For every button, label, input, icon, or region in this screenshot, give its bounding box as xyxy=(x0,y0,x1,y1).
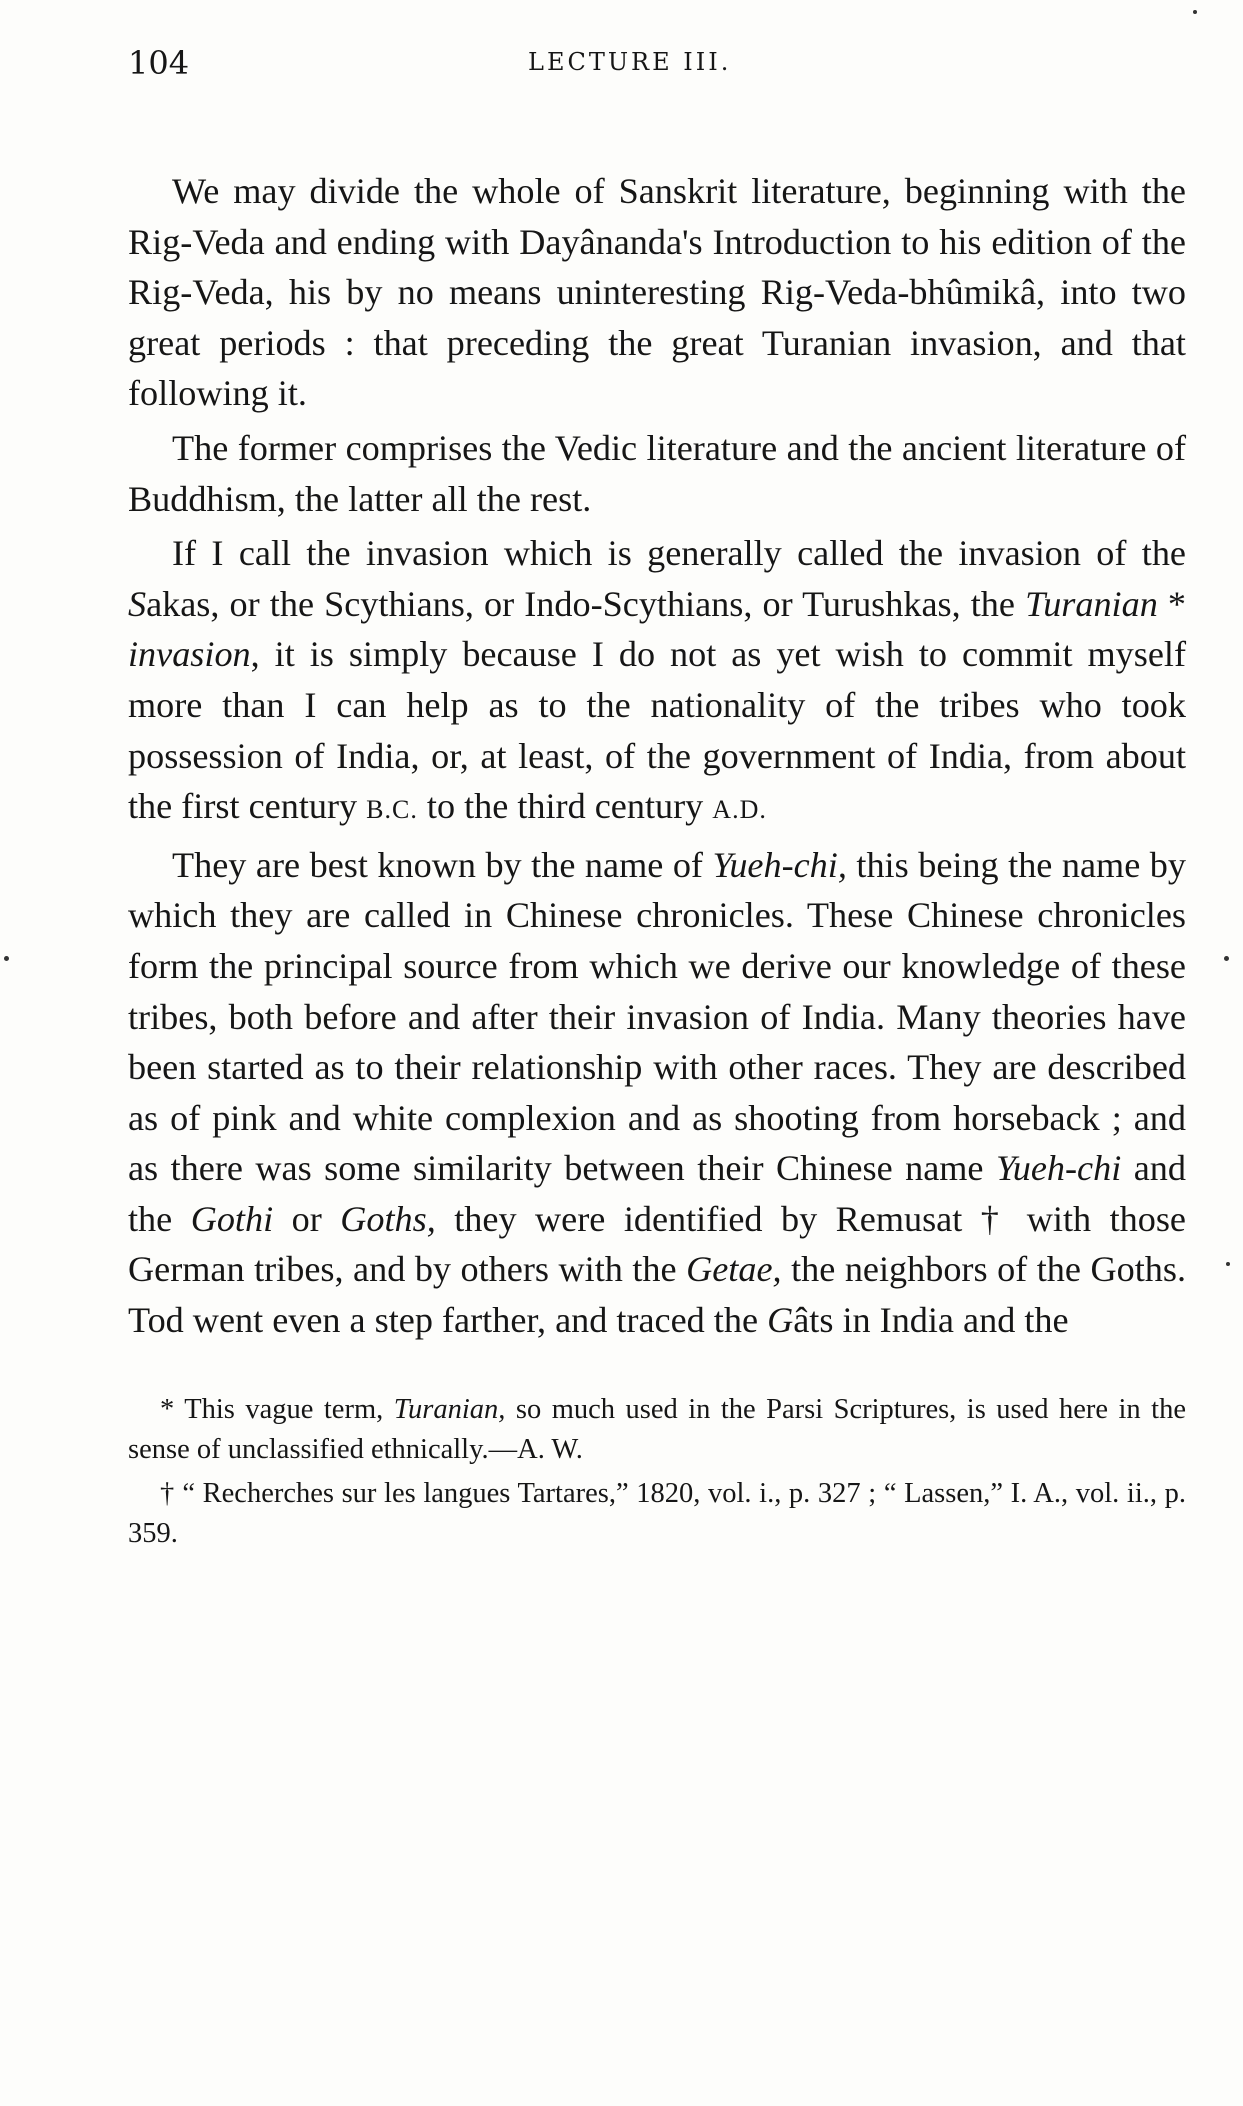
italic-term: Gothi xyxy=(190,1198,274,1239)
paragraph-4 xyxy=(128,840,1186,1346)
text-run: If I call the invasion which is generally called the invasion of the xyxy=(172,533,1186,574)
text-run: the neighbors of the Goths. Tod went even a step farther, and traced the xyxy=(128,1249,1186,1341)
italic-term: invasion xyxy=(128,634,251,675)
text-run: this being the name by which they are called in Chinese chronicles. These Chinese chronicles form the principal source from which we derive our knowledge of these tribes, both before and after their invasion of India. Many theories have been started as to their relationship with other races. They are described as of pink and white complexion and as shooting from horseback ; and as there was some similarity between their Chinese name xyxy=(128,844,1186,1189)
scan-speck xyxy=(1224,956,1229,961)
italic-term: Getae, xyxy=(686,1249,782,1290)
text-run: akas, or the Scythians, or Indo-Scythians, or Turushkas, the xyxy=(146,583,1026,624)
italic-term: Yueh-chi xyxy=(995,1148,1122,1189)
italic-term: Turanian xyxy=(1025,583,1158,624)
text-run: so much used in the Parsi Scriptures, is used here in the sense of unclassified ethnically.—A. W. xyxy=(128,1393,1186,1465)
page-number: 104 xyxy=(128,44,190,82)
paragraph-1: We may divide the whole of Sanskrit literature, beginning with the Rig-Veda and ending with Dayânanda's Introduction to his edition of the Rig-Veda, his by no means uninteresting Rig-Veda-bhûmikâ, into two great periods : that preceding the great Turanian invasion, and that following it. xyxy=(128,171,1186,414)
main-text xyxy=(128,166,1186,1346)
text-run: and the xyxy=(128,1148,1186,1239)
footnote-mark: * xyxy=(1157,583,1186,624)
text-run: or xyxy=(273,1198,341,1239)
small-caps-ad: A.D. xyxy=(712,795,767,825)
small-caps-bc: B.C. xyxy=(366,795,418,825)
paragraph-3 xyxy=(128,528,1186,836)
text-run: âts in India and the xyxy=(793,1300,1069,1341)
italic-term: Turanian, xyxy=(393,1393,506,1425)
italic-term: Goths, xyxy=(340,1198,436,1239)
italic-letter: G xyxy=(767,1300,794,1341)
paragraph-2: The former comprises the Vedic literature and the ancient literature of Buddhism, the latter all the rest. xyxy=(128,427,1186,519)
text-run: , it is simply because I do not as yet wish to commit myself more than I can help as to the nationality of the tribes who took possession of India, or, at least, of the government of India, from about the first century xyxy=(128,634,1186,827)
text-run: * This vague term, xyxy=(160,1393,394,1425)
scan-speck xyxy=(4,956,9,961)
italic-term: Yueh-chi, xyxy=(712,844,847,885)
page-header xyxy=(128,40,1186,84)
footnote-1 xyxy=(128,1390,1186,1470)
book-page xyxy=(128,40,1186,2080)
footnotes xyxy=(128,1390,1186,1554)
scan-speck xyxy=(1226,1262,1230,1266)
text-run: they were identified by Remusat † with those German tribes, and by others with the xyxy=(128,1198,1186,1290)
text-run: They are best known by the name of xyxy=(172,844,713,885)
scan-speck xyxy=(1193,10,1197,14)
text-run: to the third century xyxy=(417,786,713,827)
footnote-2: † “ Recherches sur les langues Tartares,” 1820, vol. i., p. 327 ; “ Lassen,” I. A., vol. ii., p. 359. xyxy=(128,1477,1186,1549)
italic-letter: S xyxy=(128,583,147,624)
running-title: LECTURE III. xyxy=(528,48,732,76)
